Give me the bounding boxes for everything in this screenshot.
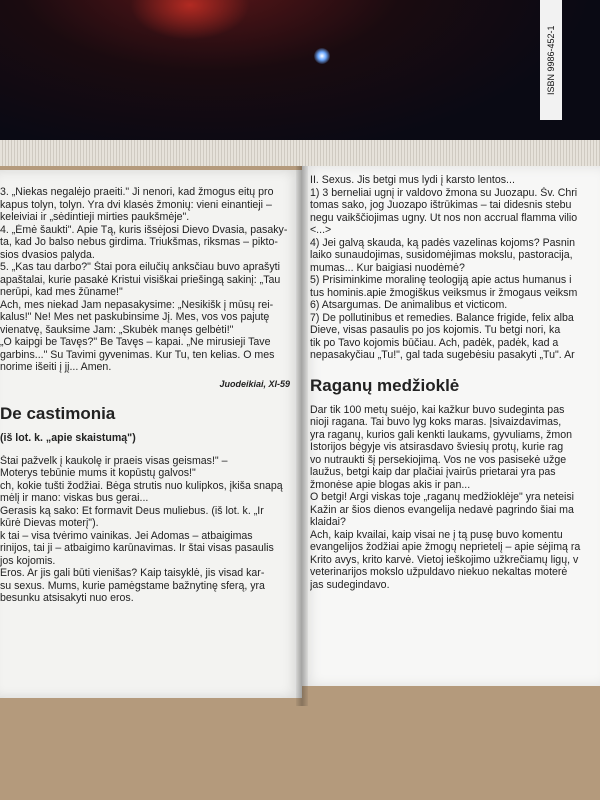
text-line: vienatvę, šauksime Jam: „Skubėk manęs gelbėti!" <box>0 323 234 336</box>
red-nebula <box>130 0 250 40</box>
text-line: tomas sako, jog Juozapo ištrūkimas – tai didesnis stebu <box>310 199 572 211</box>
text-line: rinijos, tai ji – atbaigimo karūnavimas. Ir štai visas pasaulis <box>0 542 274 554</box>
blue-star <box>314 48 330 64</box>
text-line: 3. „Niekas negalėjo praeiti." Ji nenori, kad žmogus eitų pro <box>0 186 274 198</box>
text-line: vo nutraukti šį persekiojimą. Vos ne vos pasisekė užge <box>310 453 567 466</box>
text-line: nerūpi, kad mes žūname!" <box>0 286 123 298</box>
text-line: Istorijos bėgyje vis atsirasdavo šviesių protų, kurie rag <box>310 441 564 453</box>
text-line: laužus, betgi kaip dar plačiai įvairūs prietarai yra pas <box>310 466 556 478</box>
text-line: tus hominis.apie žmogiškus veiksmus ir žmogaus veiksm <box>310 286 578 299</box>
text-line: 1) 3 berneliai ugnį ir valdovo žmona su Juozapu. Šv. Chri <box>310 186 578 199</box>
text-line: Gerasis ką sako: Et formavit Deus muliebus. (iš lot. k. „Ir <box>0 504 264 517</box>
text-line: ch, kokie tušti žodžiai. Bėga strutis nuo kulipkos, įkiša snapą <box>0 479 283 492</box>
text-line: kūrė Dievas moterį"). <box>0 517 99 529</box>
text-line: Krito avys, krito karvė. Vietoj ieškojimo užkrečiamų ligų, v <box>310 553 579 566</box>
text-line: norime išeiti į jį... Amen. <box>0 361 112 373</box>
text-line: ta, kad Jo balso nebus girdima. Triukšmas, riksmas – pikto- <box>0 236 278 248</box>
text-line: Kažin ar šios dienos evangelija nedavė pagrindo šiai ma <box>310 503 574 516</box>
text-line: keleiviai ir „sėdintieji mirties paukšmėje". <box>0 211 190 223</box>
left-page-text <box>0 186 296 605</box>
isbn-label: ISBN 9986-452-1 <box>540 0 562 120</box>
text-line: sios dvasios palyda. <box>0 248 95 261</box>
text-line: apaštalai, kurie pasakė Kristui visiškai priešingą sakinį: „Tau <box>0 273 281 286</box>
text-line: mėlį ir mano: viskas bus gerai... <box>0 492 149 504</box>
text-line: II. Sexus. Jis betgi mus lydi į karsto lentos... <box>310 174 515 186</box>
text-line: klaidai? <box>310 516 346 528</box>
text-line: Dar tik 100 metų suėjo, kai kažkur buvo sudeginta pas <box>310 403 565 416</box>
text-line: 5) Prisiminkime moralinę teologiją apie actus humanus i <box>310 274 572 286</box>
text-line: 7) De pollutinibus et remedies. Balance frigide, felix alba <box>310 311 574 324</box>
text-line: 6) Atsargumas. De animalibus et victicom. <box>310 299 508 311</box>
text-line: garbins..." Su Tavimi gyvenimas. Kur Tu, ten kelias. O mes <box>0 348 275 361</box>
text-line: yra raganų, kurios gali kenkti laukams, gyvuliams, žmon <box>310 428 573 441</box>
text-line: Moterys tebūnie mums it kopūstų galvos!" <box>0 467 196 479</box>
text-line: nepasakyčiau „Tu!", gal tada sugebėsiu pasakyti „Tu". Ar <box>310 349 575 361</box>
open-book-spread <box>0 166 600 706</box>
text-line: 4) Jei galvą skauda, ką padės vazelinas kojoms? Pasnin <box>310 236 575 249</box>
text-line: 5. „Kas tau darbo?" Štai pora eilučių anksčiau buvo aprašyti <box>0 261 280 273</box>
text-line: Ach, mes niekad Jam nepasakysime: „Nesikišk į mūsų rei- <box>0 298 274 311</box>
top-book-cover <box>0 0 600 160</box>
text-line: laiko sunaudojimas, susidomėjimas mokslu, pastoracija, <box>310 249 573 261</box>
text-line: negu vaikščiojimas ugny. Ut nos non accrual flamma vilio <box>310 211 578 224</box>
text-line: Dieve, visas pasaulis po jos kojomis. Tu betgi nori, ka <box>310 324 561 336</box>
text-line: veterinarijos mokslo užpuldavo niekuo nekaltas moterė <box>310 566 568 578</box>
section-heading: Raganų medžioklė <box>310 375 460 395</box>
text-line: Štai pažvelk į kaukolę ir praeis visas geismas!" – <box>0 454 228 467</box>
text-line: tik po Tavo kojomis būčiau. Ach, padėk, padėk, kad a <box>310 336 559 349</box>
left-page <box>0 170 302 698</box>
text-line: jas sudegindavo. <box>310 578 390 591</box>
text-line: Ach, kaip kvailai, kaip visai ne į tą pusę buvo komentu <box>310 528 563 541</box>
text-line: O betgi! Argi viskas toje „raganų medžioklėje" yra neteisi <box>310 491 575 503</box>
text-line: mumas... Kur baigiasi nuodėmė? <box>310 261 465 274</box>
text-line: evangelijos žodžiai apie žmogų neprietelį – apie sėjimą ra <box>310 541 581 553</box>
book-gutter <box>296 166 308 706</box>
text-line: „O kaipgi be Tavęs?" Be Tavęs – kapai. „Ne mirusieji Tave <box>0 336 271 348</box>
section-subheading: (iš lot. k. „apie skaistumą") <box>0 432 136 444</box>
text-line: 4. „Ėmė šaukti". Apie Tą, kuris išsėjosi Dievo Dvasia, pasaky- <box>0 223 288 236</box>
text-line: Eros. Ar jis gali būti vienišas? Kaip taisyklė, jis visad kar- <box>0 567 265 579</box>
text-line: k tai – visa tvėrimo vainikas. Jei Adomas – atbaigimas <box>0 529 253 542</box>
book-page-edges <box>0 140 600 166</box>
signature: Juodeikiai, XI-59 <box>219 378 290 389</box>
right-page <box>302 166 600 686</box>
right-page-text <box>310 174 600 591</box>
text-line: kapus tolyn, tolyn. Yra dvi klasės žmonių: vieni einantieji – <box>0 198 272 211</box>
text-line: žmonėse apie blogas akis ir pan... <box>310 478 471 491</box>
text-line: nioji ragana. Tai buvo lyg koks maras. Įsivaizdavimas, <box>310 416 562 428</box>
text-line: kalus!" Ne! Mes net paskubinsime Jį. Mes, vos vos pajutę <box>0 311 270 323</box>
text-line: jos kojomis. <box>0 554 56 567</box>
text-line: su sexus. Mums, kurie pamėgstame bažnytinę sferą, yra <box>0 579 265 592</box>
text-line: besunku atsisakyti nuo eros. <box>0 592 134 604</box>
section-heading: De castimonia <box>0 404 116 423</box>
text-line: <...> <box>310 224 332 236</box>
